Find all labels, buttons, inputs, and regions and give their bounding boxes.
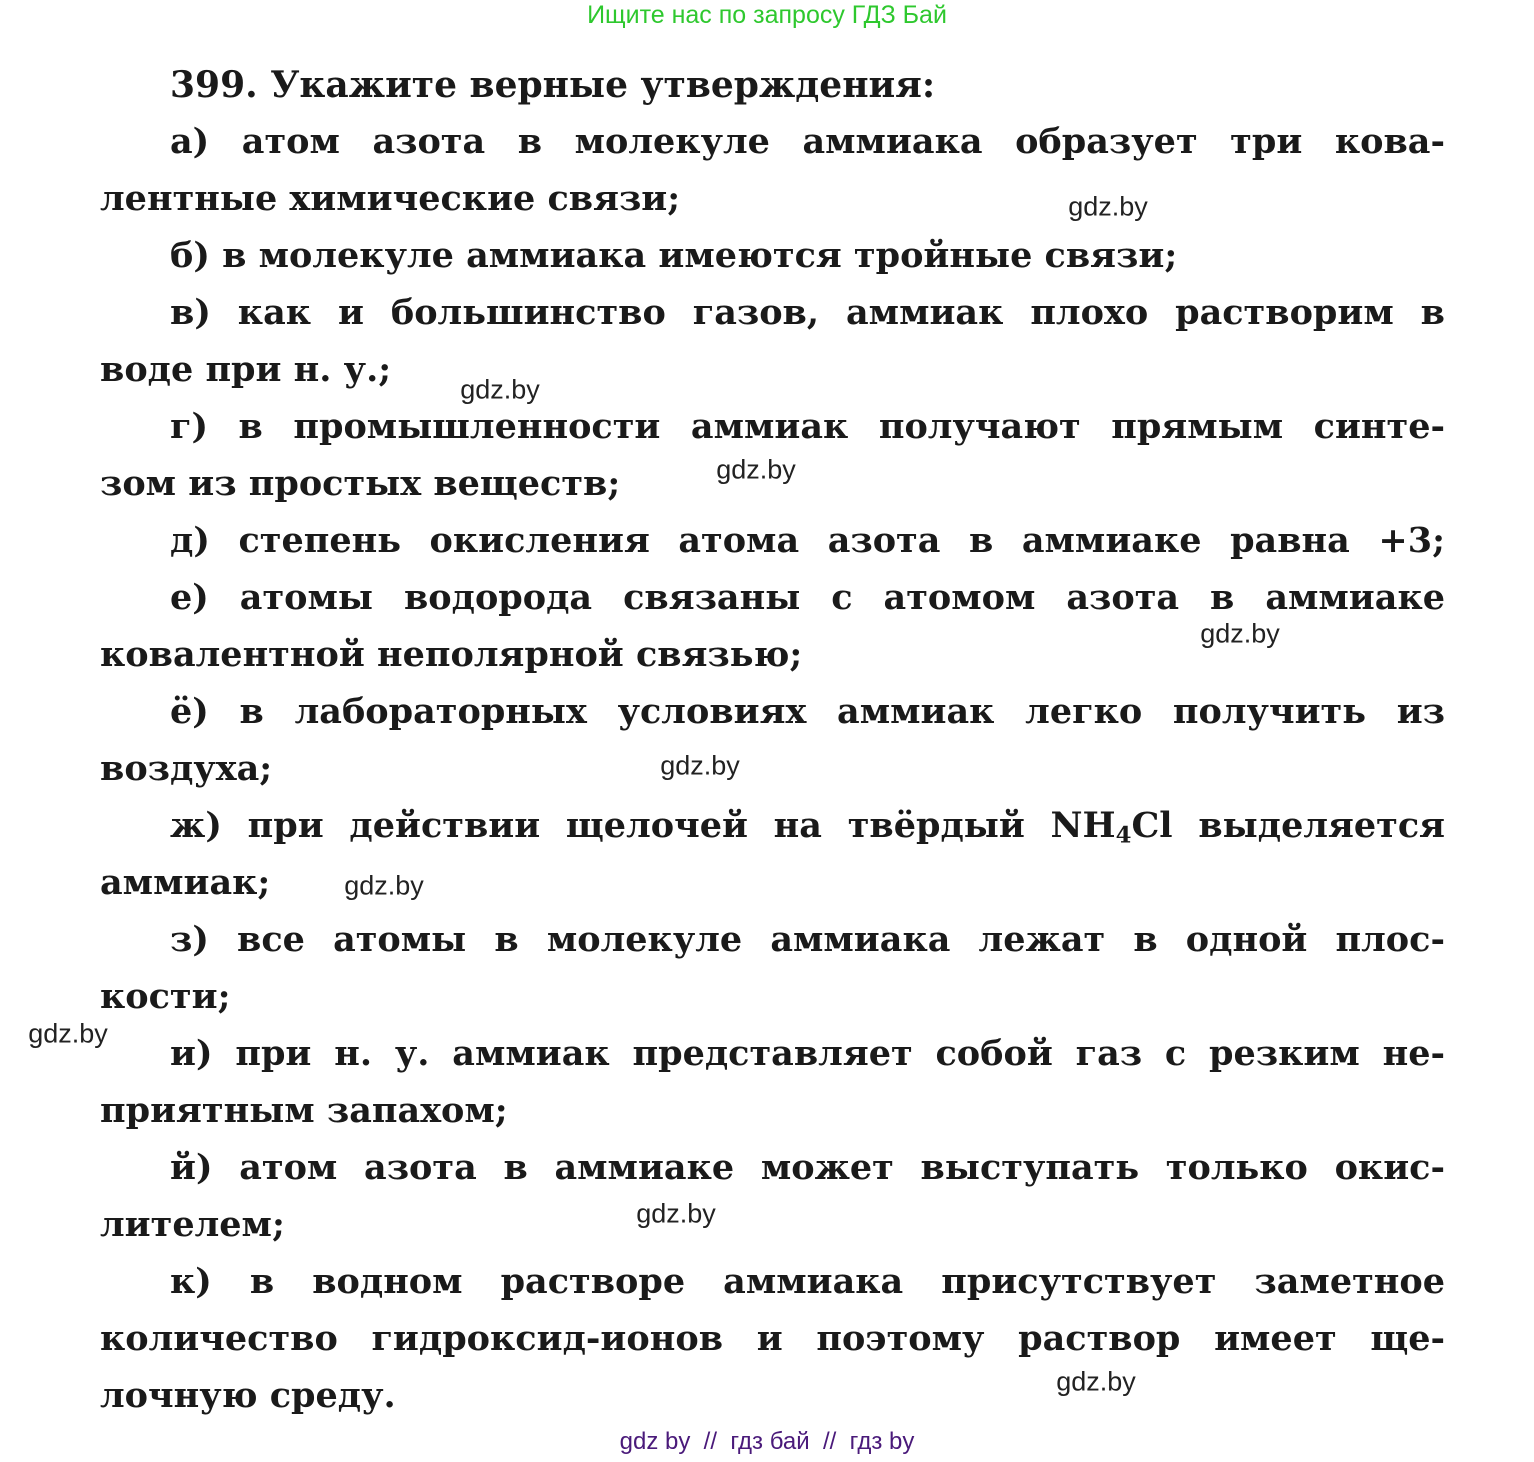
footer-links: gdz by // гдз бай // гдз by [619,1428,915,1455]
subscript: 4 [1115,822,1132,849]
watermark: gdz.by [636,1198,716,1229]
text-line: д) степень окисления атома азота в аммиаке равна +3; [170,520,1445,561]
text-line: кости; [100,976,231,1017]
text-line: а) атом азота в молекуле аммиака образует три кова- [170,121,1445,162]
text-line: ж) при действии щелочей на твёрдый $NH_4Cl$ выделяется [170,805,1445,849]
text-line: лочную среду. [100,1375,396,1416]
text-line: лителем; [100,1204,285,1245]
text-line: воде при н. у.; [100,349,392,390]
text-line: аммиак; [100,862,271,903]
text-line: е) атомы водорода связаны с атомом азота в аммиаке [170,577,1445,618]
text-line: б) в молекуле аммиака имеются тройные связи; [170,235,1178,276]
watermark: gdz.by [1068,191,1148,222]
watermark: gdz.by [344,870,424,901]
watermark: gdz.by [28,1018,108,1049]
search-banner: Ищите нас по запросу ГДЗ Бай [587,1,947,29]
text-line: воздуха; [100,748,273,789]
text-line: зом из простых веществ; [100,463,621,504]
text-line: лентные химические связи; [100,178,681,219]
text-line: к) в водном растворе аммиака присутствует заметное [170,1261,1445,1302]
text-line: ё) в лабораторных условиях аммиак легко получить из [170,691,1445,732]
text-line: й) атом азота в аммиаке может выступать только окис- [170,1147,1445,1188]
watermark: gdz.by [716,454,796,485]
exercise-title: 399. Укажите верные утверждения: [170,64,936,106]
text-line: и) при н. у. аммиак представляет собой газ с резким не- [170,1033,1445,1074]
watermark: gdz.by [460,374,540,405]
text-line: з) все атомы в молекуле аммиака лежат в одной плос- [170,919,1445,960]
text-line: г) в промышленности аммиак получают прямым синте- [170,406,1445,447]
text-line: ковалентной неполярной связью; [100,634,803,675]
text-line: количество гидроксид-ионов и поэтому раствор имеет ще- [100,1318,1445,1359]
watermark: gdz.by [660,750,740,781]
watermark: gdz.by [1056,1366,1136,1397]
text-line: в) как и большинство газов, аммиак плохо растворим в [170,292,1445,333]
watermark: gdz.by [1200,618,1280,649]
text-line: приятным запахом; [100,1090,508,1131]
